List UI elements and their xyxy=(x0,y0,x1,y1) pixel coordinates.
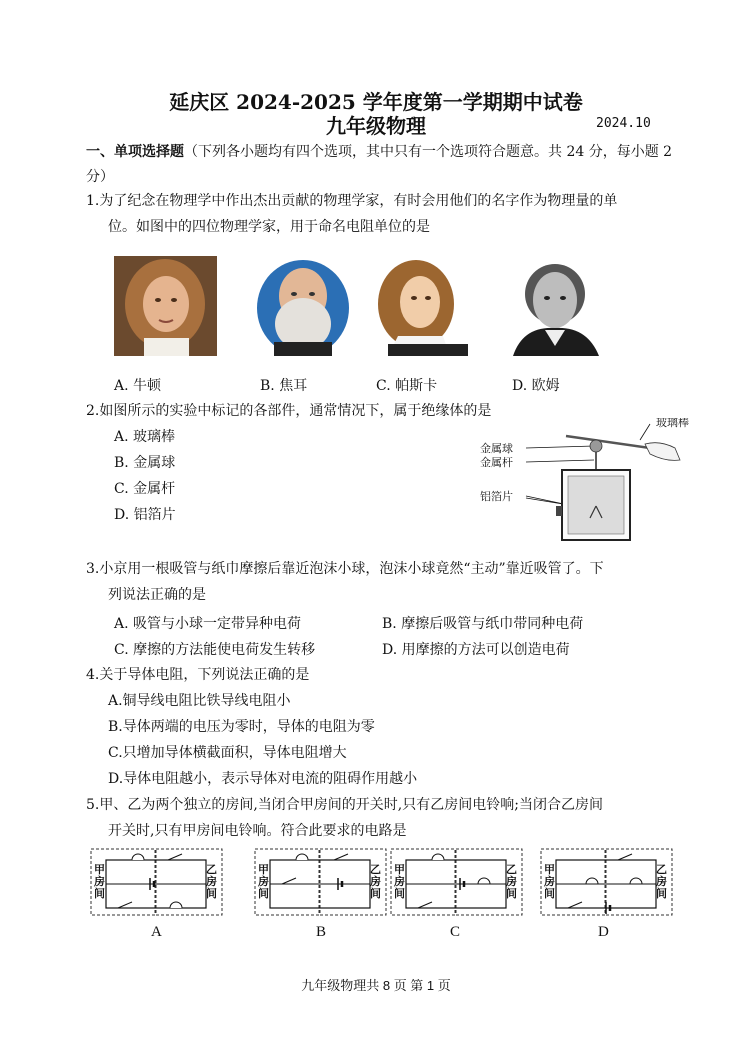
q4-option-c[interactable]: C.只增加导体横截面积，导体电阻增大 xyxy=(108,745,347,761)
q4-option-b[interactable]: B.导体两端的电压为零时，导体的电阻为零 xyxy=(108,719,375,735)
exam-title: 延庆区 2024-2025 学年度第一学期期中试卷 xyxy=(169,90,583,114)
label-foil: 铝箔片 xyxy=(480,491,513,503)
q2-options xyxy=(114,424,176,528)
room-left-label-c: 甲房间 xyxy=(394,863,405,900)
q1-stem-line2: 位。如图中的四位物理学家，用于命名电阻单位的是 xyxy=(108,219,430,235)
label-glass-rod: 玻璃棒 xyxy=(656,418,689,429)
q2-option-b[interactable]: B. 金属球 xyxy=(114,455,176,471)
q2-option-c[interactable]: C. 金属杆 xyxy=(114,481,176,497)
section-title: 一、单项选择题 xyxy=(86,144,184,160)
q1-option-b[interactable]: B. 焦耳 xyxy=(260,378,308,394)
q1-option-c[interactable]: C. 帕斯卡 xyxy=(376,378,438,394)
q3-option-c[interactable]: C. 摩擦的方法能使电荷发生转移 xyxy=(114,642,316,658)
circuit-c xyxy=(390,848,524,918)
circuit-b xyxy=(254,848,388,918)
electroscope-figure xyxy=(470,418,690,548)
room-left-label-a: 甲房间 xyxy=(94,863,105,900)
room-right-label-d: 乙房间 xyxy=(656,863,667,900)
q4-option-a[interactable]: A.铜导线电阻比铁导线电阻小 xyxy=(108,693,291,709)
section-heading xyxy=(86,140,676,190)
q2-stem: 2.如图所示的实验中标记的各部件，通常情况下，属于绝缘体的是 xyxy=(86,403,492,419)
subject-title: 九年级物理 xyxy=(326,114,426,138)
q3-stem-line2: 列说法正确的是 xyxy=(108,587,206,603)
room-left-label-d: 甲房间 xyxy=(544,863,555,900)
room-left-label-b: 甲房间 xyxy=(258,863,269,900)
exam-date: 2024.10 xyxy=(596,116,651,131)
question-5 xyxy=(86,792,676,844)
q3-stem-line1: 3.小京用一根吸管与纸巾摩擦后靠近泡沫小球，泡沫小球竟然“主动”靠近吸管了。下 xyxy=(86,561,604,577)
section-instruction: （下列各小题均有四个选项，其中只有一个选项符合题意。共 24 分，每小题 2 分） xyxy=(86,144,673,185)
q3-option-b[interactable]: B. 摩擦后吸管与纸巾带同种电荷 xyxy=(382,616,584,632)
question-1 xyxy=(86,188,676,240)
portrait-joule xyxy=(252,256,355,356)
circuit-label-a[interactable]: A xyxy=(151,924,162,940)
circuit-d xyxy=(540,848,674,918)
q5-stem-line1: 5.甲、乙为两个独立的房间,当闭合甲房间的开关时,只有乙房间电铃响;当闭合乙房间 xyxy=(86,797,603,813)
circuit-a xyxy=(90,848,224,918)
q4-option-d[interactable]: D.导体电阻越小，表示导体对电流的阻碍作用越小 xyxy=(108,771,418,787)
q5-stem-line2: 开关时,只有甲房间电铃响。符合此要求的电路是 xyxy=(108,823,407,839)
q4-options xyxy=(108,688,417,792)
q1-option-a[interactable]: A. 牛顿 xyxy=(114,378,162,394)
q3-option-a[interactable]: A. 吸管与小球一定带异种电荷 xyxy=(114,616,302,632)
q1-stem-line1: 1.为了纪念在物理学中作出杰出贡献的物理学家，有时会用他们的名字作为物理量的单 xyxy=(86,193,618,209)
page-footer: 九年级物理共 8 页 第 1 页 xyxy=(301,978,451,993)
room-right-label-a: 乙房间 xyxy=(206,863,217,900)
q4-stem: 4.关于导体电阻，下列说法正确的是 xyxy=(86,667,310,683)
question-3 xyxy=(86,556,676,608)
q1-option-d[interactable]: D. 欧姆 xyxy=(512,378,560,394)
portrait-ohm xyxy=(503,256,606,356)
label-metal-rod: 金属杆 xyxy=(480,457,513,469)
portrait-pascal xyxy=(368,256,471,356)
label-metal-ball: 金属球 xyxy=(480,443,513,455)
q2-option-d[interactable]: D. 铝箔片 xyxy=(114,507,176,523)
q3-option-d[interactable]: D. 用摩擦的方法可以创造电荷 xyxy=(382,642,570,658)
portrait-newton xyxy=(114,256,217,356)
room-right-label-b: 乙房间 xyxy=(370,863,381,900)
circuit-label-b[interactable]: B xyxy=(316,924,327,940)
q2-option-a[interactable]: A. 玻璃棒 xyxy=(114,429,176,445)
circuit-label-c[interactable]: C xyxy=(450,924,461,940)
room-right-label-c: 乙房间 xyxy=(506,863,517,900)
circuit-label-d[interactable]: D xyxy=(598,924,609,940)
